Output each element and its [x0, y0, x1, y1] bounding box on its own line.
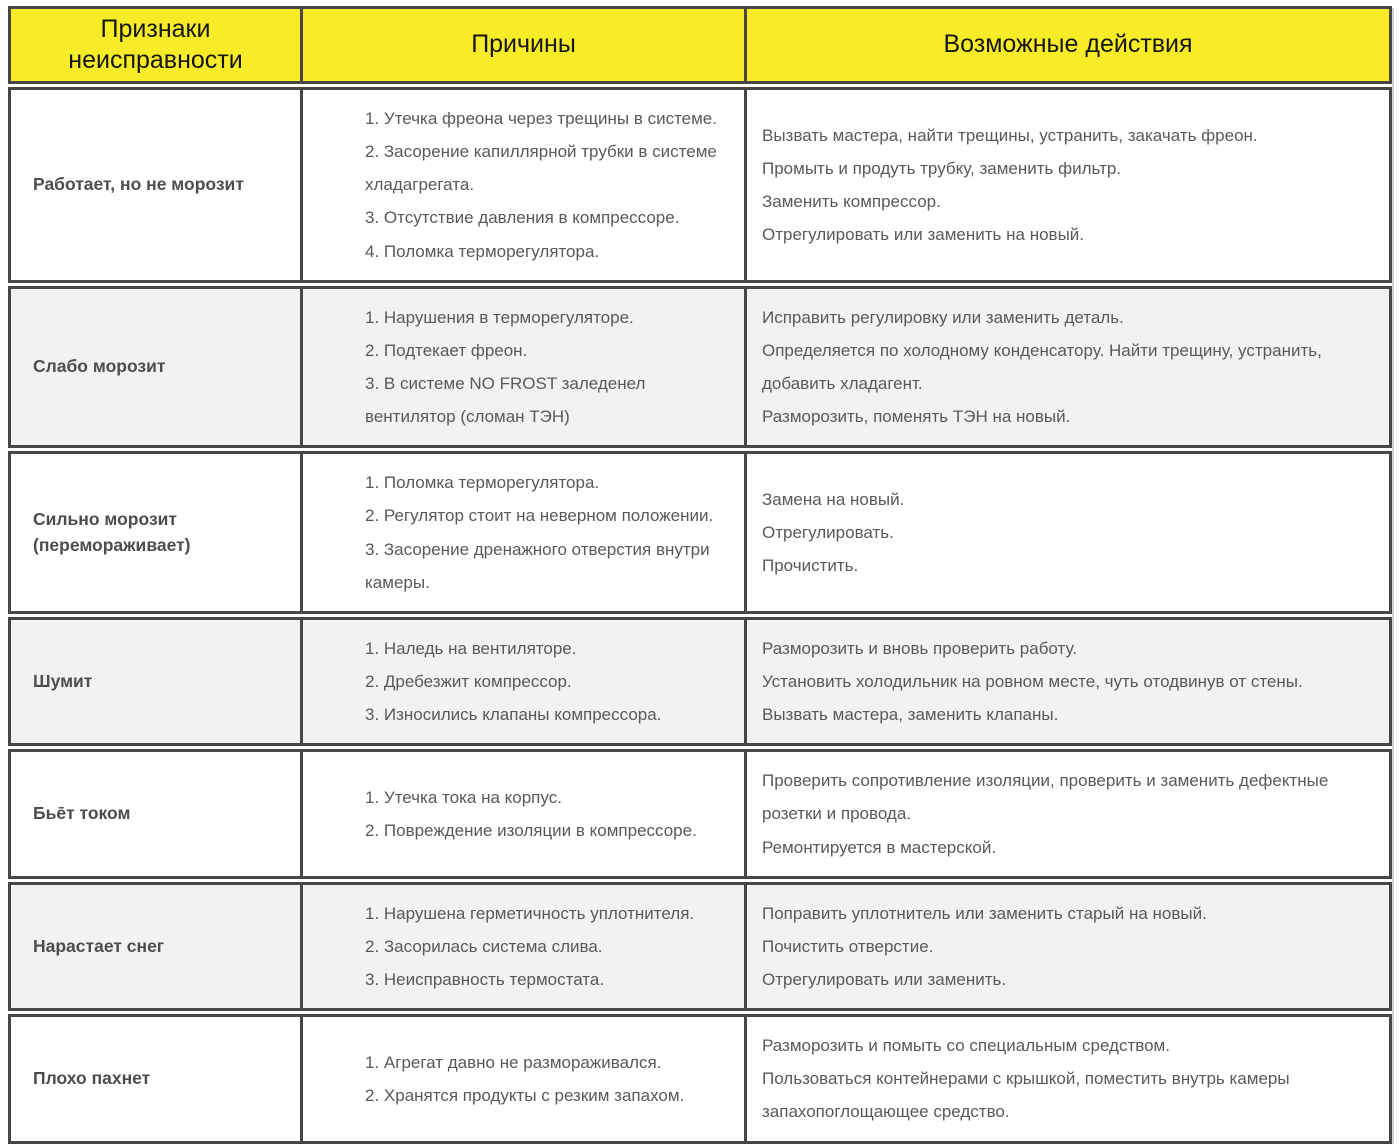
- symptom-cell: Шумит: [33, 670, 93, 691]
- action-line: Промыть и продуть трубку, заменить фильтр.: [762, 158, 1122, 178]
- symptom-cell: Сильно морозит (перемораживает): [33, 509, 191, 555]
- cause-line: 3. Износились клапаны компрессора.: [365, 705, 662, 725]
- actions-cell: [744, 620, 1389, 743]
- cause-line: 1. Нарушения в терморегуляторе.: [365, 307, 634, 327]
- cause-line: 1. Утечка фреона через трещины в системе.: [365, 109, 717, 128]
- cause-line: 1. Поломка терморегулятора.: [365, 473, 600, 493]
- symptom-cell: Бье̄т током: [33, 803, 131, 824]
- symptom-cell: Слабо морозит: [33, 356, 166, 377]
- action-line: Заменить компрессор.: [762, 191, 941, 211]
- symptom-cell: Нарастает снег: [33, 935, 165, 956]
- cause-line: 2. Регулятор стоит на неверном положении.: [365, 506, 714, 526]
- cause-line: 1. Нарушена герметичность уплотнителя.: [365, 903, 695, 923]
- action-line: Разморозить и вновь проверить работу.: [762, 638, 1078, 658]
- table-row: [8, 617, 1392, 746]
- troubleshooting-table: [8, 6, 1392, 1144]
- header-actions: Возможные действия: [744, 9, 1389, 81]
- table-body: [8, 87, 1392, 1144]
- action-line: Пользоваться контейнерами с крышкой, поместить внутрь камеры запахопоглощающее средство.: [762, 1069, 1290, 1122]
- action-line: Поправить уплотнитель или заменить старый на новый.: [762, 903, 1207, 923]
- action-line: Определяется по холодному конденсатору. Найти трещину, устранить, добавить хладагент.: [762, 340, 1322, 393]
- table-row: [8, 286, 1392, 449]
- causes-cell: [300, 289, 744, 446]
- table-row: [8, 882, 1392, 1011]
- causes-cell: [300, 620, 744, 743]
- actions-cell: [744, 752, 1389, 875]
- table-row: [8, 749, 1392, 878]
- actions-cell: [744, 90, 1389, 280]
- cause-line: 2. Повреждение изоляции в компрессоре.: [365, 820, 697, 840]
- cause-line: 2. Хранятся продукты с резким запахом.: [365, 1085, 685, 1105]
- symptom-cell: Плохо пахнет: [33, 1068, 151, 1089]
- table-header-row: [8, 6, 1392, 84]
- action-line: Установить холодильник на ровном месте, чуть отодвинув от стены.: [762, 671, 1303, 691]
- cause-line: 3. Отсутствие давления в компрессоре.: [365, 208, 680, 228]
- causes-cell: [300, 90, 744, 280]
- action-line: Отрегулировать.: [762, 522, 894, 542]
- cause-line: 2. Засорение капиллярной трубки в системе хладагрегата.: [365, 142, 717, 195]
- cause-line: 1. Утечка тока на корпус.: [365, 787, 562, 807]
- action-line: Почистить отверстие.: [762, 936, 934, 956]
- header-symptoms: Признаки неисправности: [68, 14, 243, 74]
- table-row: [8, 451, 1392, 614]
- causes-cell: [300, 752, 744, 875]
- causes-cell: [300, 454, 744, 611]
- cause-line: 2. Засорилась система слива.: [365, 936, 603, 956]
- action-line: Отрегулировать или заменить.: [762, 969, 1007, 989]
- action-line: Ремонтируется в мастерской.: [762, 837, 997, 857]
- cause-line: 4. Поломка терморегулятора.: [365, 241, 600, 261]
- actions-cell: [744, 1017, 1389, 1140]
- action-line: Замена на новый.: [762, 489, 905, 509]
- action-line: Отрегулировать или заменить на новый.: [762, 224, 1085, 244]
- cause-line: 2. Подтекает фреон.: [365, 340, 528, 360]
- causes-cell: [300, 1017, 744, 1140]
- cause-line: 1. Агрегат давно не размораживался.: [365, 1052, 662, 1072]
- causes-cell: [300, 885, 744, 1008]
- actions-cell: [744, 885, 1389, 1008]
- action-line: Разморозить, поменять ТЭН на новый.: [762, 407, 1071, 427]
- action-line: Исправить регулировку или заменить деталь.: [762, 307, 1124, 327]
- cause-line: 3. В системе NO FROST заледенел вентилятор (сломан ТЭН): [365, 373, 646, 427]
- cause-line: 1. Наледь на вентиляторе.: [365, 638, 577, 658]
- action-line: Вызвать мастера, найти трещины, устранить, закачать фреон.: [762, 125, 1258, 145]
- action-line: Вызвать мастера, заменить клапаны.: [762, 705, 1059, 725]
- actions-cell: [744, 454, 1389, 611]
- header-causes: Причины: [300, 9, 744, 81]
- table-row: [8, 1014, 1392, 1143]
- actions-cell: [744, 289, 1389, 446]
- cause-line: 3. Неисправность термостата.: [365, 969, 605, 989]
- action-line: Проверить сопротивление изоляции, проверить и заменить дефектные розетки и провода.: [762, 771, 1329, 824]
- cause-line: 3. Засорение дренажного отверстия внутри камеры.: [365, 539, 710, 592]
- cause-line: 2. Дребезжит компрессор.: [365, 671, 572, 691]
- action-line: Разморозить и помыть со специальным средством.: [762, 1036, 1170, 1056]
- symptom-cell: Работает, но не морозит: [33, 174, 244, 195]
- action-line: Прочистить.: [762, 556, 859, 576]
- table-row: [8, 87, 1392, 283]
